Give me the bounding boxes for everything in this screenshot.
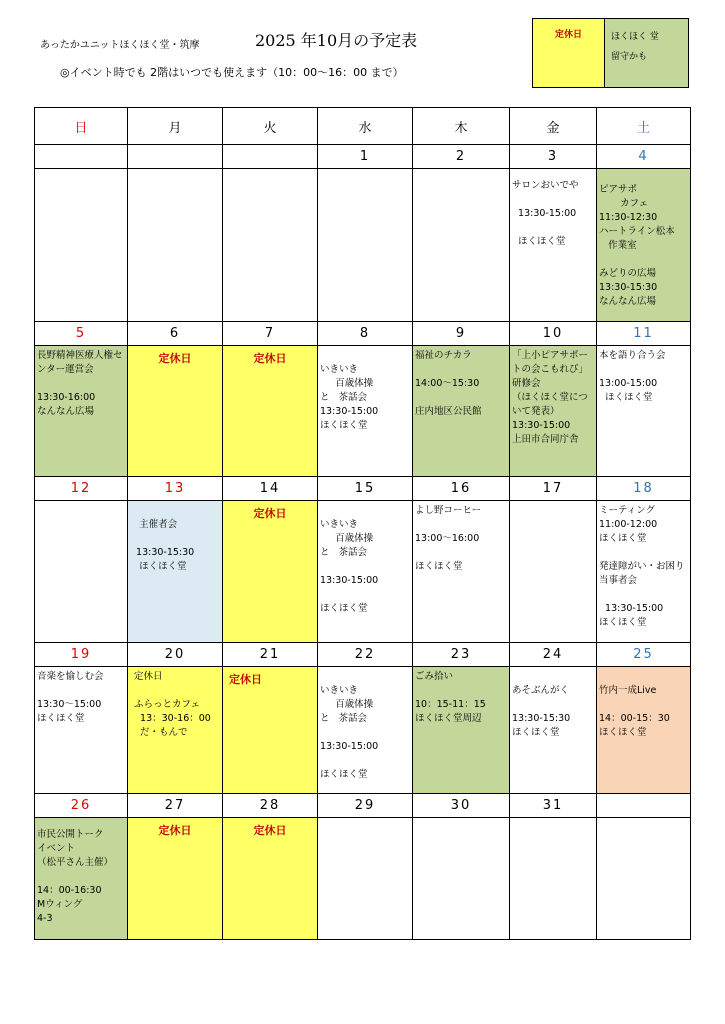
event-cell [35,667,128,794]
event-cell [318,169,413,322]
event-text: あそぶんがく 13:30-15:30 ほくほく堂 [512,685,571,738]
weekday-header-row [35,108,691,145]
event-cell [35,169,128,322]
date-cell: 7 [223,322,318,346]
event-cell [223,346,318,477]
event-text: サロンおいでや 13:30-15:00 ほくほく堂 [512,180,579,247]
event-text: 竹内一成Live 14：00-15：30 ほくほく堂 [599,685,670,738]
event-text: 「上小ピアサポートの会こもれび」研修会 （ほくほく堂について発表） 13:30-15:00 上田市合同庁舎 [512,350,589,445]
event-cell [223,667,318,794]
date-cell: 2 [413,145,510,169]
week-4-events [35,667,691,794]
event-text: 市民公開トーク イベント （松平さん主催） 14：00-16:30 Mウィング 4-3 [37,829,114,924]
event-text: 長野精神医療人権センター運営会 13:30-16:00 なんなん広場 [37,350,123,417]
event-cell [597,501,691,643]
date-cell: 31 [510,794,597,818]
calendar-table [34,107,691,940]
event-cell [128,501,223,643]
event-cell [318,818,413,940]
week-1-dates [35,145,691,169]
date-cell: 25 [597,643,691,667]
date-cell: 16 [413,477,510,501]
weekday-wed: 水 [318,108,413,145]
event-text: 本を語り合う会 13:00-15:00 ほくほく堂 [599,350,666,403]
event-cell [318,501,413,643]
date-cell: 26 [35,794,128,818]
weekday-sun: 日 [35,108,128,145]
date-cell: 28 [223,794,318,818]
legend-absent-line2: 留守かも [611,52,648,62]
closed-day-label: 定休日 [253,507,287,520]
week-5-dates [35,794,691,818]
event-cell [510,346,597,477]
event-text: ピアサポ カフェ 11:30-12:30 ハートライン松本 作業室 みどりの広場 13:30-15:30 なんなん広場 [599,184,675,307]
event-cell [128,818,223,940]
date-cell: 3 [510,145,597,169]
date-cell: 9 [413,322,510,346]
date-cell: 29 [318,794,413,818]
usage-note: ◎イベント時でも 2階はいつでも使えます（10：00〜16：00 まで） [60,66,404,79]
week-3-events [35,501,691,643]
date-cell: 21 [223,643,318,667]
date-cell: 11 [597,322,691,346]
event-cell [510,667,597,794]
event-cell [128,667,223,794]
date-cell: 27 [128,794,223,818]
event-cell [223,818,318,940]
date-cell: 13 [128,477,223,501]
date-cell: 10 [510,322,597,346]
date-cell: 15 [318,477,413,501]
date-cell [597,794,691,818]
date-cell: 5 [35,322,128,346]
week-5-events [35,818,691,940]
event-cell [510,818,597,940]
event-cell [413,346,510,477]
event-cell [318,667,413,794]
week-2-events [35,346,691,477]
date-cell: 19 [35,643,128,667]
legend-closed-day: 定休日 [533,19,605,87]
date-cell: 1 [318,145,413,169]
event-cell [35,346,128,477]
date-cell: 14 [223,477,318,501]
week-2-dates [35,322,691,346]
date-cell [223,145,318,169]
date-cell: 23 [413,643,510,667]
date-cell: 20 [128,643,223,667]
event-text: 定休日 ふらっとカフェ 13：30-16：00 だ・もんで [134,671,211,738]
event-text: よし野コーヒー 13:00〜16:00 ほくほく堂 [415,505,482,572]
date-cell: 8 [318,322,413,346]
event-cell [413,501,510,643]
date-cell [35,145,128,169]
event-cell [35,818,128,940]
event-cell [597,169,691,322]
closed-day-label: 定休日 [158,824,192,837]
event-text: いきいき 百歳体操 と 茶話会 13:30-15:00 ほくほく堂 [320,364,379,431]
event-cell [597,667,691,794]
event-cell [318,346,413,477]
date-cell: 12 [35,477,128,501]
event-cell [128,346,223,477]
event-cell [597,346,691,477]
event-cell [413,169,510,322]
weekday-thu: 木 [413,108,510,145]
event-cell [223,501,318,643]
week-1-events [35,169,691,322]
event-cell [510,169,597,322]
event-text: 主催者会 13:30-15:30 ほくほく堂 [136,519,195,572]
date-cell: 18 [597,477,691,501]
weekday-tue: 火 [223,108,318,145]
event-cell [510,501,597,643]
event-text: ミーティング 11:00-12:00 ほくほく堂 発達障がい・お困り当事者会 13:30-15:00 ほくほく堂 [599,505,685,628]
week-4-dates [35,643,691,667]
date-cell [128,145,223,169]
legend-absent [605,19,688,87]
week-3-dates [35,477,691,501]
event-cell [413,818,510,940]
event-cell [597,818,691,940]
date-cell: 24 [510,643,597,667]
legend-absent-line1: ほくほく 堂 [611,32,659,42]
event-cell [413,667,510,794]
weekday-fri: 金 [510,108,597,145]
event-text: 福祉のチカラ 14:00〜15:30 庄内地区公民館 [415,350,482,417]
event-text: いきいき 百歳体操 と 茶話会 13:30-15:00 ほくほく堂 [320,685,379,780]
event-cell [35,501,128,643]
event-text: ごみ拾い 10：15-11：15 ほくほく堂周辺 [415,671,486,724]
organization-name: あったかユニットほくほく堂・筑摩 [40,40,200,51]
closed-day-label: 定休日 [158,352,192,365]
date-cell: 22 [318,643,413,667]
date-cell: 30 [413,794,510,818]
date-cell: 6 [128,322,223,346]
page-title: 2025 年10月の予定表 [255,31,418,50]
weekday-sat: 土 [597,108,691,145]
event-text: いきいき 百歳体操 と 茶話会 13:30-15:00 ほくほく堂 [320,519,379,614]
date-cell: 4 [597,145,691,169]
event-cell [128,169,223,322]
closed-day-label: 定休日 [253,824,287,837]
weekday-mon: 月 [128,108,223,145]
event-cell [223,169,318,322]
legend [532,18,689,88]
event-text: 音楽を愉しむ会 13:30〜15:00 ほくほく堂 [37,671,104,724]
date-cell: 17 [510,477,597,501]
closed-day-label: 定休日 [229,673,262,686]
closed-day-label: 定休日 [253,352,287,365]
